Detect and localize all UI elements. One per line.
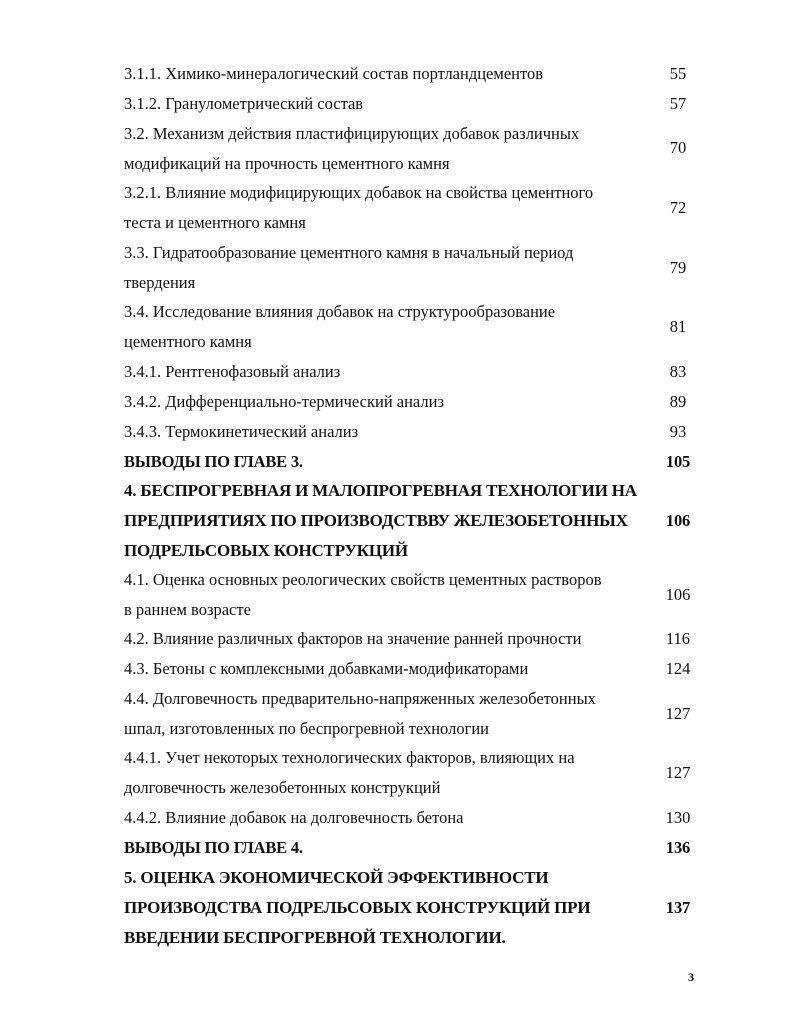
toc-entry-title <box>124 743 646 803</box>
toc-entry-page: 137 <box>665 898 691 917</box>
toc-line: 4.1. Оценка основных реологических свойств цементных растворов <box>124 570 602 589</box>
toc-entry-title <box>124 803 646 833</box>
toc-entry-page: 89 <box>669 392 687 411</box>
toc-entry-page: 106 <box>665 585 691 604</box>
toc-line: ПРОИЗВОДСТВА ПОДРЕЛЬСОВЫХ КОНСТРУКЦИЙ ПРИ <box>124 898 591 917</box>
toc-entry-page: 70 <box>669 138 687 157</box>
toc-line: 4.4. Долговечность предварительно-напряженных железобетонных <box>124 689 596 708</box>
toc-line: 3.3. Гидратообразование цементного камня в начальный период <box>124 243 574 262</box>
toc-entry-page: 136 <box>665 838 691 857</box>
toc-entry-page: 130 <box>665 808 691 827</box>
toc-entry-page: 124 <box>665 659 691 678</box>
toc-entry-page: 79 <box>669 258 687 277</box>
toc-line: в раннем возрасте <box>124 600 251 619</box>
toc-entry-title <box>124 624 646 654</box>
toc-line: 3.4.3. Термокинетический анализ <box>124 422 359 441</box>
page-footer-number: 3 <box>688 970 694 984</box>
toc-entry-title <box>124 565 646 625</box>
toc-entry-page: 55 <box>669 64 687 83</box>
toc-entry-page: 57 <box>669 94 687 113</box>
toc-entry-title <box>124 238 646 298</box>
toc-entry-title <box>124 447 646 477</box>
toc-line: 4.4.1. Учет некоторых технологических факторов, влияющих на <box>124 748 575 767</box>
toc-entry-title <box>124 476 646 566</box>
toc-line: 3.4.1. Рентгенофазовый анализ <box>124 362 341 381</box>
toc-line: ПРЕДПРИЯТИЯХ ПО ПРОИЗВОДСТВВУ ЖЕЛЕЗОБЕТОННЫХ <box>124 511 628 530</box>
toc-line: шпал, изготовленных по беспрогревной технологии <box>124 719 489 738</box>
toc-entry-title <box>124 178 646 238</box>
toc-line: 3.2. Механизм действия пластифицирующих добавок различных <box>124 124 580 143</box>
toc-entry-title <box>124 654 646 684</box>
toc-entry-title <box>124 119 646 179</box>
toc-entry-title <box>124 863 646 953</box>
toc-line: модификаций на прочность цементного камня <box>124 154 450 173</box>
toc-line: 3.4.2. Дифференциально-термический анализ <box>124 392 444 411</box>
toc-entry-title <box>124 59 646 89</box>
toc-entry-title <box>124 297 646 357</box>
toc-line: цементного камня <box>124 332 252 351</box>
toc-line: 3.4. Исследование влияния добавок на структурообразование <box>124 302 556 321</box>
toc-line: долговечность железобетонных конструкций <box>124 778 441 797</box>
toc-entry-title <box>124 417 646 447</box>
toc-line: 4.3. Бетоны с комплексными добавками-модификаторами <box>124 659 529 678</box>
toc-line: твердения <box>124 273 196 292</box>
toc-line: теста и цементного камня <box>124 213 306 232</box>
toc-line: 4.2. Влияние различных факторов на значение ранней прочности <box>124 629 582 648</box>
toc-entry-page: 83 <box>669 362 687 381</box>
toc-line: ВЫВОДЫ ПО ГЛАВЕ 3. <box>124 452 303 471</box>
toc-entry-page: 72 <box>669 198 687 217</box>
toc-entry-page: 106 <box>665 511 691 530</box>
toc-line: 3.1.1. Химико-минералогический состав портландцементов <box>124 64 544 83</box>
toc-entry-title <box>124 89 646 119</box>
toc-entry-page: 93 <box>669 422 687 441</box>
toc-line: ПОДРЕЛЬСОВЫХ КОНСТРУКЦИЙ <box>124 541 408 560</box>
toc-entry-title <box>124 357 646 387</box>
toc-line: 4. БЕСПРОГРЕВНАЯ И МАЛОПРОГРЕВНАЯ ТЕХНОЛОГИИ НА <box>124 481 637 500</box>
toc-entry-title <box>124 833 646 863</box>
toc-entry-page: 81 <box>669 317 687 336</box>
toc-entry-page: 127 <box>665 704 691 723</box>
toc-entry-title <box>124 684 646 744</box>
toc-line: ВВЕДЕНИИ БЕСПРОГРЕВНОЙ ТЕХНОЛОГИИ. <box>124 928 506 947</box>
toc-line: 5. ОЦЕНКА ЭКОНОМИЧЕСКОЙ ЭФФЕКТИВНОСТИ <box>124 868 549 887</box>
toc-line: 3.1.2. Гранулометрический состав <box>124 94 364 113</box>
toc-entry-page: 105 <box>665 452 691 471</box>
toc-line: 3.2.1. Влияние модифицирующих добавок на свойства цементного <box>124 183 594 202</box>
toc-entry-title <box>124 387 646 417</box>
toc-line: ВЫВОДЫ ПО ГЛАВЕ 4. <box>124 838 303 857</box>
toc-entry-page: 116 <box>665 629 691 648</box>
toc-entry-page: 127 <box>665 763 691 782</box>
toc-line: 4.4.2. Влияние добавок на долговечность бетона <box>124 808 464 827</box>
